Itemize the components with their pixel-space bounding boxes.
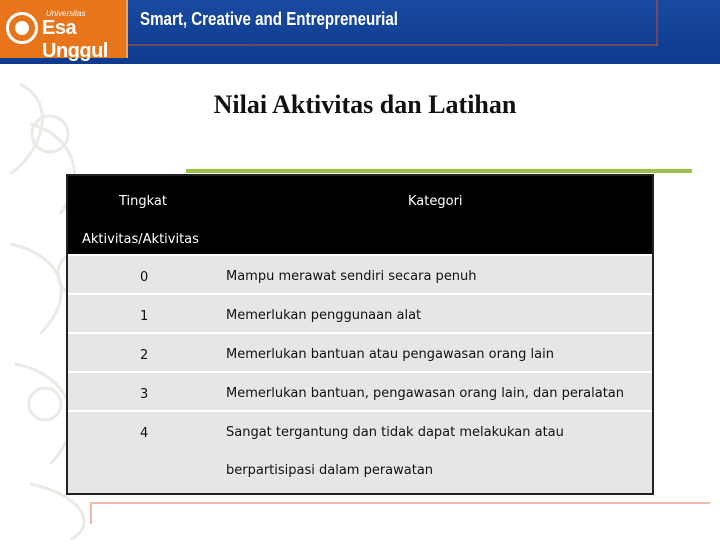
table-row	[68, 371, 652, 410]
category-value: Memerlukan penggunaan alat	[226, 308, 422, 323]
table-row	[68, 293, 652, 332]
header-banner	[0, 0, 720, 64]
table-row	[68, 254, 652, 293]
footer-frame	[90, 502, 710, 524]
title-underline	[186, 169, 692, 173]
level-value: 3	[140, 387, 149, 402]
university-logo	[0, 0, 128, 62]
header-tagline: Smart, Creative and Entrepreneurial	[140, 9, 398, 29]
table-row	[68, 332, 652, 371]
header-category: Kategori	[408, 194, 463, 209]
header-divider-vertical	[656, 0, 658, 46]
logo-name: Esa Unggul	[42, 17, 108, 62]
logo-emblem-icon	[6, 12, 38, 44]
activity-level-table	[66, 174, 654, 495]
category-value: Memerlukan bantuan, pengawasan orang lain, dan peralatan	[226, 386, 625, 401]
logo-subtitle: Universitas	[46, 9, 86, 18]
category-value: Mampu merawat sendiri secara penuh	[226, 269, 477, 284]
level-value: 0	[140, 270, 149, 285]
level-value: 2	[140, 348, 149, 363]
page-title: Nilai Aktivitas dan Latihan	[213, 90, 517, 119]
header-level-line2: Aktivitas/Aktivitas	[82, 232, 199, 247]
table-header	[68, 176, 652, 254]
table-row	[68, 410, 652, 493]
header-level-line1: Tingkat	[118, 194, 167, 209]
level-value: 1	[140, 309, 149, 324]
category-value: Memerlukan bantuan atau pengawasan orang lain	[226, 347, 554, 362]
header-divider	[128, 44, 658, 46]
category-value: Sangat tergantung dan tidak dapat melakukan atau berpartisipasi dalam perawatan	[226, 425, 564, 478]
level-value: 4	[140, 426, 149, 441]
